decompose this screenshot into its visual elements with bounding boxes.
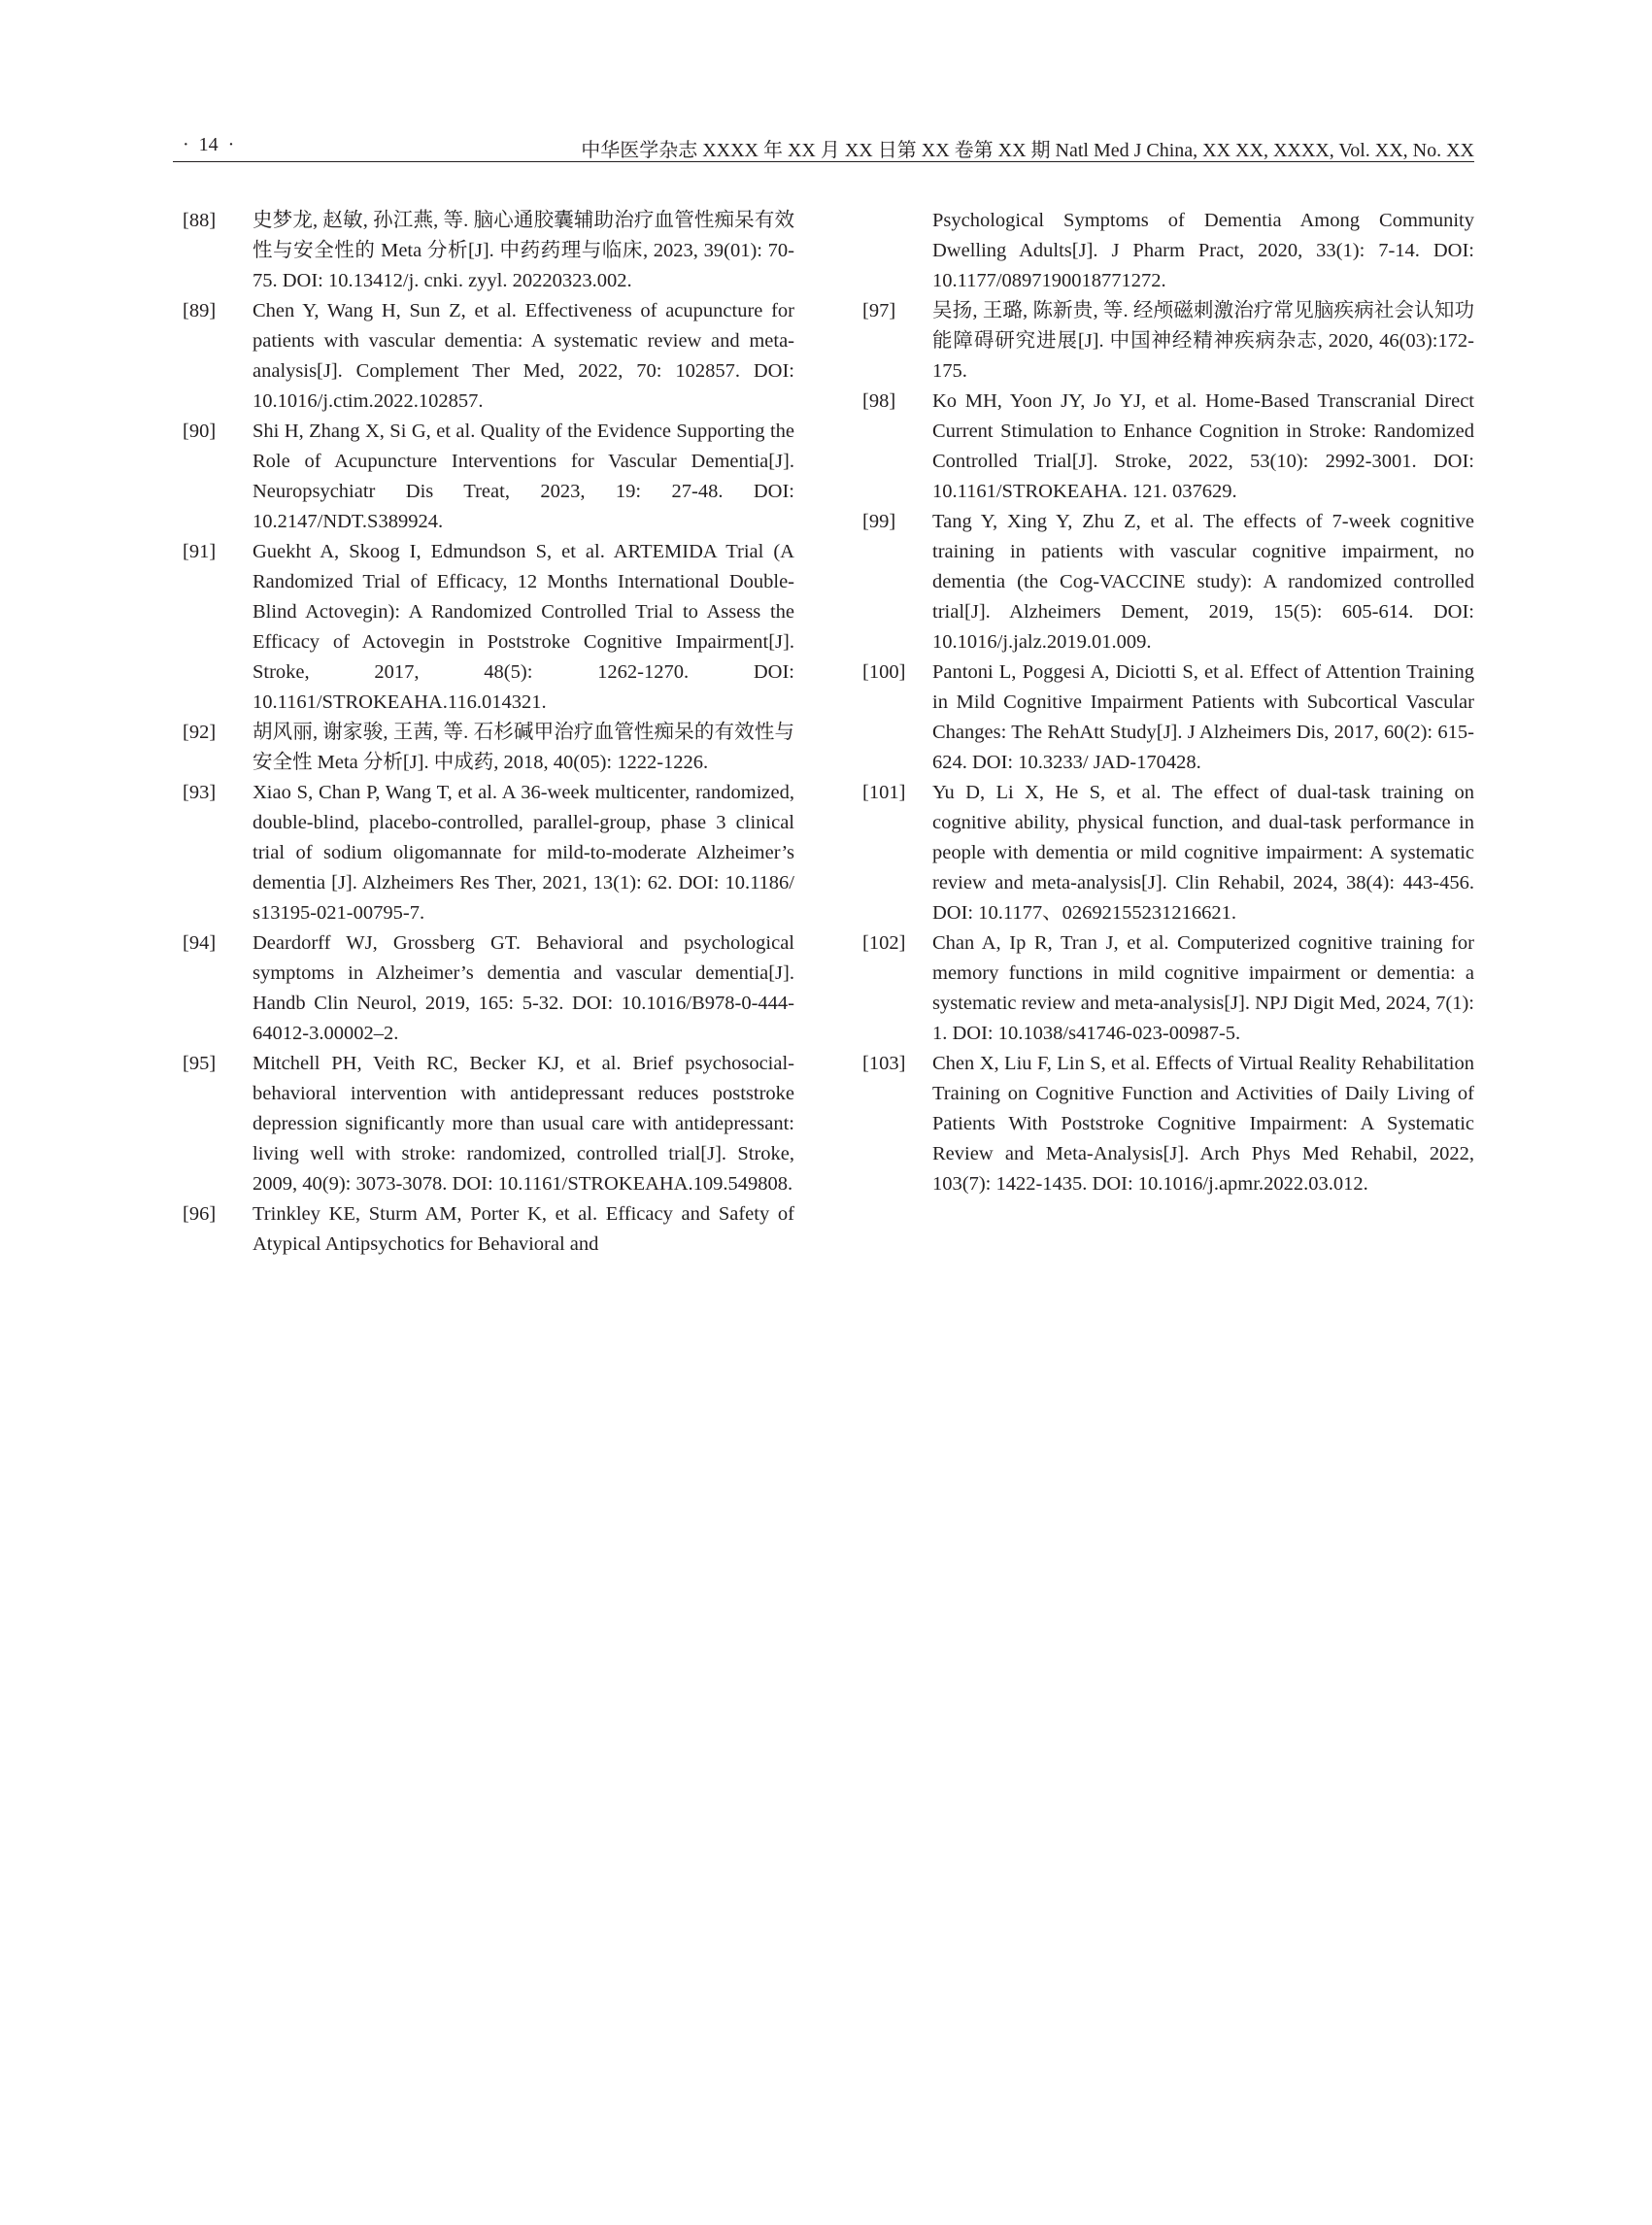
reference-text: Tang Y, Xing Y, Zhu Z, et al. The effects of 7-week cognitive training in patients with vascular cognitive impairment, no dementia (the Cog-VACCINE study): A randomized controlled trial[J]. Alzheimers Dement, 2019, 15(5): 605-614. DOI: 10.1016/j.jalz.2019.01.009. [932, 511, 1474, 653]
reference-number: [103] [862, 1053, 906, 1074]
reference-93 [183, 778, 794, 928]
reference-text: Mitchell PH, Veith RC, Becker KJ, et al. Brief psychosocial-behavioral intervention with antidepressant reduces poststroke depression significantly more than usual care with antidepressant: living well with stroke: randomized, controlled trial[J]. Stroke, 2009, 40(9): 3073-3078. DOI: 10.1161/STROKEAHA.109.549808. [253, 1053, 794, 1195]
reference-number: [94] [183, 932, 217, 954]
reference-99 [862, 507, 1474, 657]
reference-number: [100] [862, 661, 906, 683]
page-number-value: 14 [198, 134, 219, 155]
reference-text: Ko MH, Yoon JY, Jo YJ, et al. Home-Based Transcranial Direct Current Stimulation to Enhance Cognition in Stroke: Randomized Controlled Trial[J]. Stroke, 2022, 53(10): 2992-3001. DOI: 10.1161/STROKEAHA. 121. 037629. [932, 390, 1474, 502]
reference-number: [99] [862, 511, 896, 532]
reference-97 [862, 296, 1474, 387]
reference-text: Deardorff WJ, Grossberg GT. Behavioral and psychological symptoms in Alzheimer’s dementia and vascular dementia[J]. Handb Clin Neurol, 2019, 165: 5-32. DOI: 10.1016/B978-0-444-64012-3.00002–2. [253, 932, 794, 1044]
reference-text: Chen X, Liu F, Lin S, et al. Effects of Virtual Reality Rehabilitation Training on Cognitive Function and Activities of Daily Living of Patients With Poststroke Cognitive Impairment: A Systematic Review and Meta-Analysis[J]. Arch Phys Med Rehabil, 2022, 103(7): 1422-1435. DOI: 10.1016/j.apmr.2022.03.012. [932, 1053, 1474, 1195]
reference-number: [92] [183, 722, 217, 743]
references-left-column [183, 206, 794, 1260]
reference-number: [101] [862, 782, 906, 803]
reference-text: Pantoni L, Poggesi A, Diciotti S, et al. Effect of Attention Training in Mild Cognitive Impairment Patients with Subcortical Vascular Changes: The RehAtt Study[J]. J Alzheimers Dis, 2017, 60(2): 615-624. DOI: 10.3233/ JAD-170428. [932, 661, 1474, 773]
reference-text: Xiao S, Chan P, Wang T, et al. A 36-week multicenter, randomized, double-blind, placebo-controlled, parallel-group, phase 3 clinical trial of sodium oligomannate for mild-to-moderate Alzheimer’s dementia [J]. Alzheimers Res Ther, 2021, 13(1): 62. DOI: 10.1186/ s13195-021-00795-7. [253, 782, 794, 924]
reference-102 [862, 928, 1474, 1049]
reference-100 [862, 657, 1474, 778]
running-header [173, 132, 1474, 162]
reference-101 [862, 778, 1474, 928]
reference-91 [183, 537, 794, 718]
reference-94 [183, 928, 794, 1049]
reference-text: 史梦龙, 赵敏, 孙江燕, 等. 脑心通胶囊辅助治疗血管性痴呆有效性与安全性的 Meta 分析[J]. 中药药理与临床, 2023, 39(01): 70-75. DOI: 10.13412/j. cnki. zyyl. 20220323.002. [253, 210, 794, 291]
references-right-column [862, 206, 1474, 1199]
reference-number: [98] [862, 390, 896, 412]
reference-96-continuation: Psychological Symptoms of Dementia Among Community Dwelling Adults[J]. J Pharm Pract, 2020, 33(1): 7-14. DOI: 10.1177/0897190018771272. [932, 210, 1474, 291]
reference-98 [862, 387, 1474, 507]
reference-number: [88] [183, 210, 217, 231]
reference-number: [91] [183, 541, 217, 562]
reference-text: Guekht A, Skoog I, Edmundson S, et al. ARTEMIDA Trial (A Randomized Trial of Efficacy, 12 Months International Double-Blind Actovegin): A Randomized Controlled Trial to Assess the Efficacy of Actovegin in Poststroke Cognitive Impairment[J]. Stroke, 2017, 48(5): 1262-1270. DOI: 10.1161/STROKEAHA.116.014321. [253, 541, 794, 713]
reference-92 [183, 718, 794, 778]
reference-text: Shi H, Zhang X, Si G, et al. Quality of the Evidence Supporting the Role of Acupuncture Interventions for Vascular Dementia[J]. Neuropsychiatr Dis Treat, 2023, 19: 27-48. DOI: 10.2147/NDT.S389924. [253, 421, 794, 532]
reference-text: 胡风丽, 谢家骏, 王茜, 等. 石杉碱甲治疗血管性痴呆的有效性与安全性 Meta 分析[J]. 中成药, 2018, 40(05): 1222-1226. [253, 722, 794, 773]
reference-103 [862, 1049, 1474, 1199]
reference-number: [96] [183, 1203, 217, 1225]
reference-90 [183, 417, 794, 537]
reference-text: Chan A, Ip R, Tran J, et al. Computerized cognitive training for memory functions in mild cognitive impairment or dementia: a systematic review and meta-analysis[J]. NPJ Digit Med, 2024, 7(1): 1. DOI: 10.1038/s41746-023-00987-5. [932, 932, 1474, 1044]
reference-number: [97] [862, 300, 896, 321]
reference-number: [89] [183, 300, 217, 321]
reference-text: Trinkley KE, Sturm AM, Porter K, et al. Efficacy and Safety of Atypical Antipsychotics for Behavioral and [253, 1203, 794, 1255]
reference-number: [93] [183, 782, 217, 803]
reference-88 [183, 206, 794, 296]
reference-text: Yu D, Li X, He S, et al. The effect of dual-task training on cognitive ability, physical function, and dual-task performance in people with dementia or mild cognitive impairment: A systematic review and meta-analysis[J]. Clin Rehabil, 2024, 38(4): 443-456. DOI: 10.1177、02692155231216621. [932, 782, 1474, 924]
reference-96 [183, 1199, 794, 1260]
journal-citation: 中华医学杂志 XXXX 年 XX 月 XX 日第 XX 卷第 XX 期 Natl Med J China, XX XX, XXXX, Vol. XX, No. XX [581, 140, 1474, 161]
page-number: · 14 · [183, 134, 235, 155]
reference-text: 吴扬, 王璐, 陈新贵, 等. 经颅磁刺激治疗常见脑疾病社会认知功能障碍研究进展[J]. 中国神经精神疾病杂志, 2020, 46(03):172-175. [932, 300, 1474, 382]
reference-89 [183, 296, 794, 417]
reference-number: [95] [183, 1053, 217, 1074]
reference-text: Chen Y, Wang H, Sun Z, et al. Effectiveness of acupuncture for patients with vascular dementia: A systematic review and meta-analysis[J]. Complement Ther Med, 2022, 70: 102857. DOI: 10.1016/j.ctim.2022.102857. [253, 300, 794, 412]
reference-95 [183, 1049, 794, 1199]
reference-number: [102] [862, 932, 906, 954]
reference-number: [90] [183, 421, 217, 442]
